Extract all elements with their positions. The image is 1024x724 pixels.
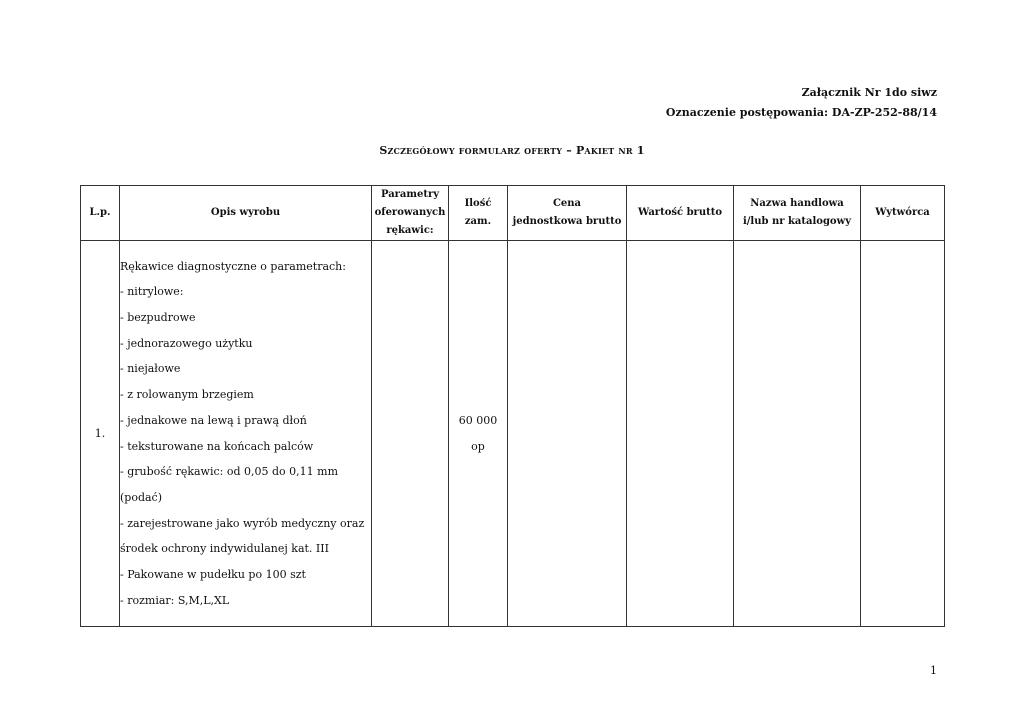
column-header-line: Ilość [464,198,492,209]
column-header-parametry [372,186,449,241]
column-header-line: oferowanych [374,207,446,218]
column-header-wartosc [627,186,734,241]
description-line: - nitrylowe: [120,285,184,299]
manufacturer-cell[interactable] [861,241,945,627]
description-line: - jednakowe na lewą i prawą dłoń [120,413,307,427]
column-header-opis [120,186,372,241]
column-header-line: L.p. [89,207,111,218]
column-header-nazwa [734,186,861,241]
description-list [120,254,371,614]
description-line: - niejałowe [120,362,181,376]
quantity-cell [449,241,508,627]
description-line: środek ochrony indywidulanej kat. III [120,542,329,556]
column-header-ilosc [449,186,508,241]
description-line: - zarejestrowane jako wyrób medyczny oraz [120,516,365,530]
column-header-cena [508,186,627,241]
column-header-line: Nazwa handlowa [750,198,844,209]
unit-price-cell[interactable] [508,241,627,627]
case-reference: Oznaczenie postępowania: DA-ZP-252-88/14 [665,106,937,119]
description-line: - z rolowanym brzegiem [120,388,254,402]
table-header-row [81,186,945,241]
attachment-label: Załącznik Nr 1do siwz [801,86,937,99]
product-description [120,241,372,627]
row-number: 1. [81,241,120,627]
trade-name-cell[interactable] [734,241,861,627]
form-title: Szczegółowy formularz oferty – Pakiet nr 1 [379,144,645,157]
column-header-line: Opis wyrobu [210,207,281,218]
description-line: - jednorazowego użytku [120,336,253,350]
column-header-line: rękawic: [386,225,434,236]
gross-value-cell[interactable] [627,241,734,627]
page-number: 1 [930,664,937,677]
column-header-line: jednostkowa brutto [512,216,622,227]
description-line: Rękawice diagnostyczne o parametrach: [120,259,346,273]
description-line: - Pakowane w pudełku po 100 szt [120,568,306,582]
column-header-line: Wytwórca [875,207,930,218]
description-line: (podać) [120,490,163,504]
column-header-line: zam. [464,216,492,227]
column-header-lp [81,186,120,241]
quantity-unit: op [471,439,485,453]
column-header-line: Wartość brutto [637,207,723,218]
table-row [81,241,945,627]
offer-table [80,185,945,627]
quantity-value: 60 000 [458,413,498,427]
description-line: - grubość rękawic: od 0,05 do 0,11 mm [120,465,339,479]
description-line: - rozmiar: S,M,L,XL [120,593,230,607]
offered-parameters-cell[interactable] [372,241,449,627]
column-header-line: Parametry [380,189,440,200]
description-line: - teksturowane na końcach palców [120,439,314,453]
column-header-line: i/lub nr katalogowy [742,216,852,227]
column-header-line: Cena [552,198,582,209]
column-header-wytworca [861,186,945,241]
description-line: - bezpudrowe [120,310,196,324]
